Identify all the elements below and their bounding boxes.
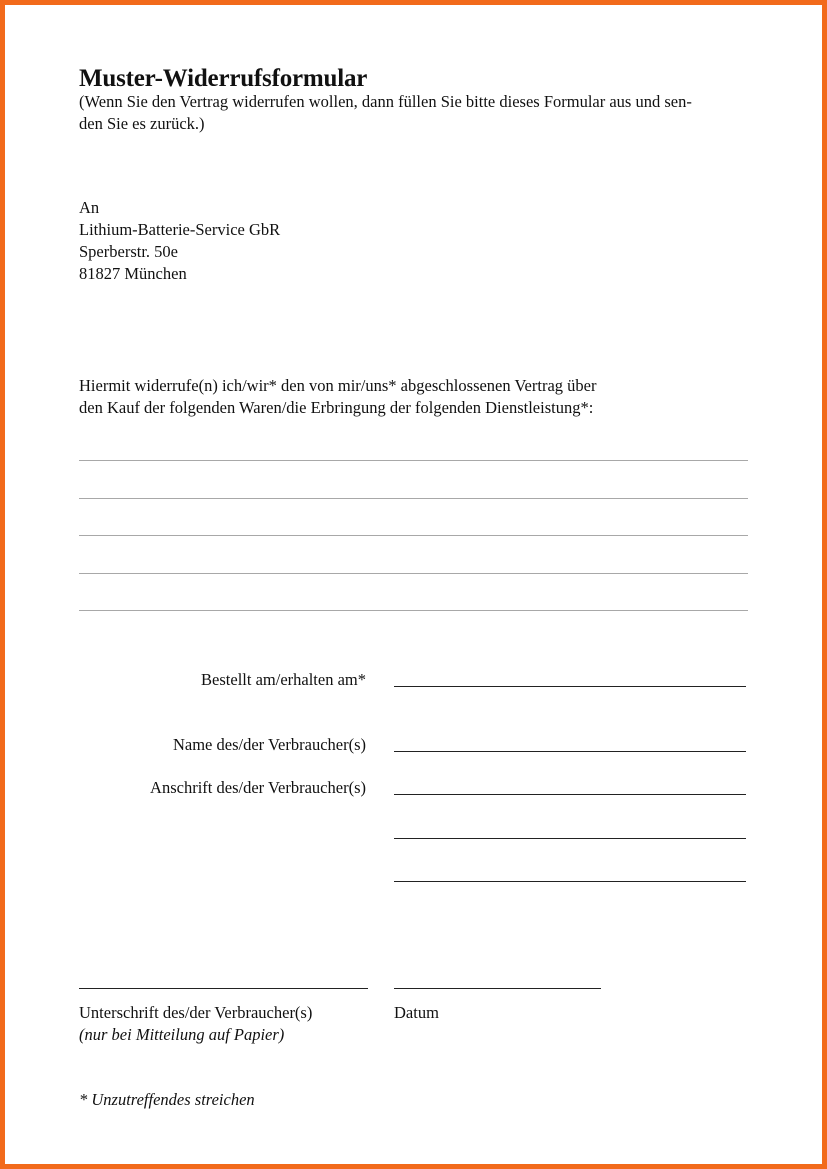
consumer-address-label: Anschrift des/der Verbraucher(s) [150, 778, 366, 797]
signature-note: (nur bei Mitteilung auf Papier) [79, 1025, 285, 1044]
consumer-name-field[interactable] [394, 751, 746, 752]
goods-line-1[interactable] [79, 460, 748, 461]
goods-line-5[interactable] [79, 610, 748, 611]
signature-field[interactable] [79, 988, 368, 989]
recipient-street: Sperberstr. 50e [79, 242, 178, 261]
recipient-company: Lithium-Batterie-Service GbR [79, 220, 281, 239]
declaration-line-1: Hiermit widerrufe(n) ich/wir* den von mir/uns* abgeschlossenen Vertrag über [79, 376, 597, 395]
form-title: Muster-Widerrufsformular [79, 65, 368, 92]
signature-label: Unterschrift des/der Verbraucher(s) [79, 1003, 313, 1022]
subtitle-line-2: den Sie es zurück.) [79, 114, 205, 133]
date-label: Datum [394, 1003, 439, 1022]
consumer-name-label: Name des/der Verbraucher(s) [172, 735, 366, 754]
withdrawal-declaration [79, 375, 596, 419]
consumer-address-field-2[interactable] [394, 838, 746, 839]
recipient-city: 81827 München [79, 264, 187, 283]
ordered-received-label: Bestellt am/erhalten am* [201, 670, 366, 689]
consumer-address-field-1[interactable] [394, 794, 746, 795]
goods-line-4[interactable] [79, 573, 748, 574]
goods-line-2[interactable] [79, 498, 748, 499]
recipient-prefix: An [79, 198, 100, 217]
footnote: * Unzutreffendes streichen [79, 1090, 255, 1109]
declaration-line-2: den Kauf der folgenden Waren/die Erbringung der folgenden Dienstleistung*: [79, 398, 594, 417]
consumer-address-field-3[interactable] [394, 881, 746, 882]
goods-line-3[interactable] [79, 535, 748, 536]
date-field[interactable] [394, 988, 601, 989]
recipient-address [79, 197, 280, 285]
subtitle-line-1: (Wenn Sie den Vertrag widerrufen wollen, dann füllen Sie bitte dieses Formular aus und sen- [79, 92, 692, 111]
form-subtitle [79, 91, 751, 135]
ordered-received-field[interactable] [394, 686, 746, 687]
